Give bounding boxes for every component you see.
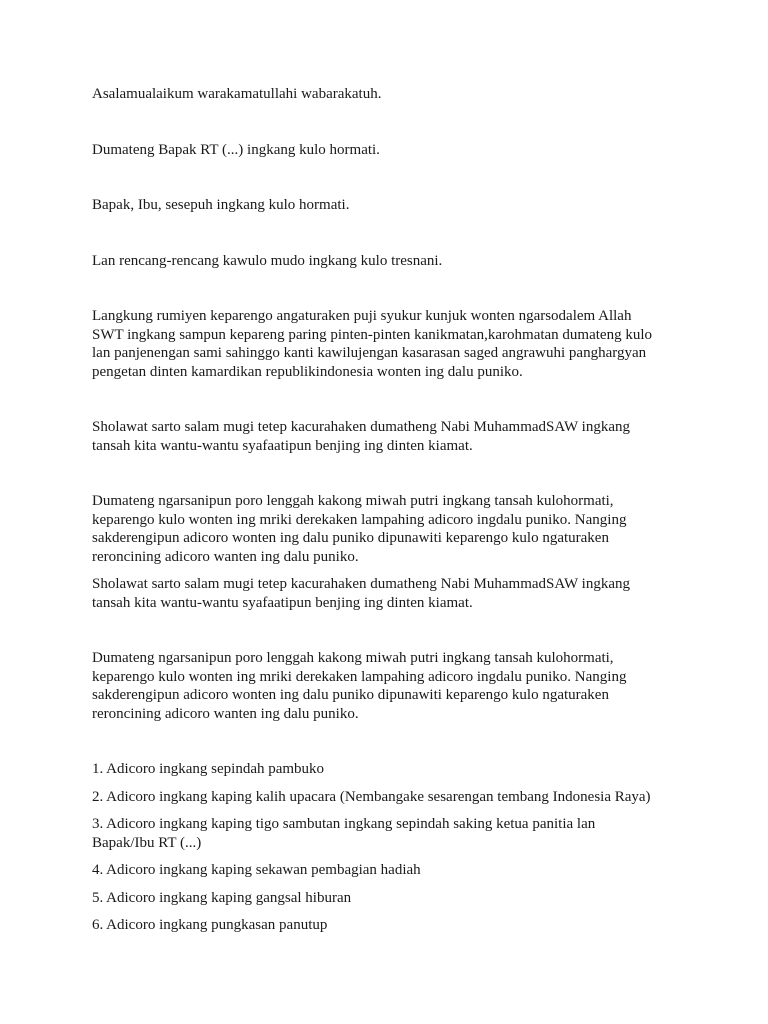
text-line: Dumateng Bapak RT (...) ingkang kulo hormati. — [92, 141, 380, 158]
address-youth-line — [92, 252, 692, 271]
text-line: 6. Adicoro ingkang pungkasan panutup — [92, 917, 328, 933]
agenda-item — [92, 788, 692, 807]
document-page — [92, 85, 692, 935]
greeting-line — [92, 85, 692, 104]
agenda-item — [92, 889, 692, 908]
text-line: Dumateng ngarsanipun poro lenggah kakong miwah putri ingkang tansah kulohormati, — [92, 493, 614, 509]
agenda-item — [92, 916, 692, 935]
text-line: 4. Adicoro ingkang kaping sekawan pembagian hadiah — [92, 862, 421, 878]
text-line: tansah kita wantu-wantu syafaatipun benjing ing dinten kiamat. — [92, 437, 473, 454]
text-line: Bapak, Ibu, sesepuh ingkang kulo hormati. — [92, 197, 350, 213]
agenda-item — [92, 861, 692, 880]
text-line: lan panjenengan sami sahinggo kanti kawilujengan kasarasan saged angrawuhi panghargyan — [92, 345, 647, 361]
text-line: 2. Adicoro ingkang kaping kalih upacara (Nembangake sesarengan tembang Indonesia Raya) — [92, 788, 651, 805]
text-line: sakderengipun adicoro wonten ing dalu puniko dipunawiti keparengo kulo ngaturaken — [92, 530, 609, 546]
text-line: Dumateng ngarsanipun poro lenggah kakong miwah putri ingkang tansah kulohormati, — [92, 650, 614, 666]
text-line: Bapak/Ibu RT (...) — [92, 834, 202, 851]
paragraph-event-2 — [92, 649, 692, 723]
agenda-item — [92, 815, 692, 852]
text-line: sakderengipun adicoro wonten ing dalu puniko dipunawiti keparengo kulo ngaturaken — [92, 687, 609, 703]
paragraph-sholawat-1 — [92, 418, 692, 455]
address-rt-line — [92, 141, 692, 160]
text-line: tansah kita wantu-wantu syafaatipun benjing ing dinten kiamat. — [92, 594, 473, 611]
text-line: Asalamualaikum warakamatullahi wabarakatuh. — [92, 86, 382, 102]
text-line: Langkung rumiyen keparengo angaturaken puji syukur kunjuk wonten ngarsodalem Allah — [92, 308, 632, 324]
paragraph-praise — [92, 307, 692, 381]
text-line: Lan rencang-rencang kawulo mudo ingkang kulo tresnani. — [92, 252, 443, 269]
text-line: 1. Adicoro ingkang sepindah pambuko — [92, 761, 325, 777]
text-line: Sholawat sarto salam mugi tetep kacurahaken dumatheng Nabi MuhammadSAW ingkang — [92, 419, 630, 435]
text-line: 3. Adicoro ingkang kaping tigo sambutan ingkang sepindah saking ketua panitia lan — [92, 816, 596, 832]
paragraph-sholawat-2 — [92, 575, 692, 612]
text-line: pengetan dinten kamardikan republikindonesia wonten ing dalu puniko. — [92, 363, 523, 380]
text-line: Sholawat sarto salam mugi tetep kacurahaken dumatheng Nabi MuhammadSAW ingkang — [92, 576, 630, 592]
text-line: keparengo kulo wonten ing mriki derekaken lampahing adicoro ingdalu puniko. Nanging — [92, 511, 627, 528]
text-line: 5. Adicoro ingkang kaping gangsal hiburan — [92, 889, 352, 906]
text-line: keparengo kulo wonten ing mriki derekaken lampahing adicoro ingdalu puniko. Nanging — [92, 668, 627, 685]
text-line: reroncining adicoro wanten ing dalu puniko. — [92, 548, 359, 565]
agenda-list — [92, 760, 692, 935]
paragraph-event-1 — [92, 492, 692, 566]
address-elders-line — [92, 196, 692, 215]
agenda-item — [92, 760, 692, 779]
text-line: SWT ingkang sampun kepareng paring pinten-pinten kanikmatan,karohmatan dumateng kulo — [92, 326, 652, 343]
text-line: reroncining adicoro wanten ing dalu puniko. — [92, 705, 359, 722]
